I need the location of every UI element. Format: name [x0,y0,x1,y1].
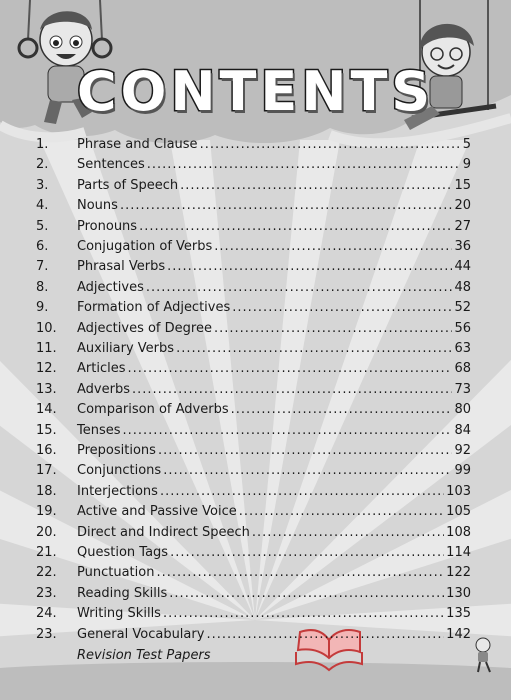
toc-row [0,441,511,461]
toc-page-number: 73 [454,381,471,397]
toc-title: Adjectives [77,279,144,295]
toc-row [0,502,511,522]
toc-entry [77,502,471,522]
toc-title: Sentences [77,157,145,173]
toc-row [0,257,511,277]
toc-entry [77,278,471,298]
toc-page-number: 130 [446,585,471,601]
toc-title: Interjections [77,483,158,499]
dot-leader [160,482,444,502]
dot-leader [170,543,444,563]
dot-leader [132,380,452,400]
toc-page-number: 56 [454,320,471,336]
toc-title: General Vocabulary [77,626,205,642]
toc-title: Direct and Indirect Speech [77,524,250,540]
toc-page-number: 68 [454,361,471,377]
toc-row [0,278,511,298]
toc-page-number: 122 [446,565,471,581]
toc-number: 4. [36,198,49,214]
toc-page-number: 9 [462,157,471,173]
toc-row [0,543,511,563]
toc-entry [77,319,471,339]
toc-page-number: 114 [446,545,471,560]
toc-title: Adverbs [77,381,130,397]
toc-entry [77,400,471,420]
toc-entry [77,523,471,543]
dot-leader [163,604,444,624]
toc-page-number: 48 [454,279,471,295]
toc-number: 23. [36,585,57,601]
toc-title: Prepositions [77,443,156,458]
dot-leader [163,461,452,481]
dot-leader [146,278,453,298]
toc-number: 13. [36,381,57,397]
dot-leader [232,298,452,318]
toc-row [0,604,511,624]
dot-leader [239,502,444,522]
toc-title: Comparison of Adverbs [77,402,229,418]
toc-number: 24. [36,606,57,622]
toc-entry [77,196,471,216]
toc-title: Auxiliary Verbs [77,341,175,356]
dot-leader [176,339,452,359]
toc-row [0,196,511,216]
toc-title: Tenses [77,422,121,438]
toc-entry [77,135,471,155]
dot-leader [180,176,452,196]
toc-row [0,421,511,441]
toc-number: 5. [36,218,49,234]
toc-entry [77,217,471,237]
toc-entry [77,155,471,175]
dot-leader [156,563,444,583]
page-title: CONTENTS [76,60,435,123]
toc-title: Reading Skills [77,585,168,601]
toc-title: Question Tags [77,545,169,560]
toc-number: 21. [36,545,57,560]
toc-row [0,625,511,645]
toc-entry [77,176,471,196]
toc-row [0,135,511,155]
toc-row [0,563,511,583]
toc-title: Conjunctions [77,463,162,479]
toc-page-number: 108 [446,524,471,540]
dot-leader [214,319,452,339]
toc-number: 15. [36,422,57,438]
dot-leader [167,257,452,277]
toc-page-number: 80 [454,402,471,418]
toc-number: 6. [36,239,49,254]
toc-number: 16. [36,443,57,458]
dot-leader [169,584,444,604]
toc-title: Phrasal Verbs [77,259,166,275]
toc-number: 19. [36,504,57,520]
toc-title: Active and Passive Voice [77,504,237,520]
toc-title: Articles [77,361,126,377]
dot-leader [200,135,461,155]
toc-page-number: 63 [454,341,471,356]
toc-entry [77,543,471,563]
toc-entry [77,584,471,604]
toc-row [0,482,511,502]
toc-row [0,298,511,318]
toc-title: Adjectives of Degree [77,320,212,336]
toc-entry [77,380,471,400]
toc-entry [77,482,471,502]
toc-page-number: 5 [462,137,471,152]
toc-page-number: 44 [454,259,471,275]
toc-title: Writing Skills [77,606,161,622]
toc-row [0,523,511,543]
toc-page-number: 27 [454,218,471,234]
toc-number: 22. [36,565,57,581]
toc-number: 9. [36,300,49,316]
toc-number: 7. [36,259,49,275]
toc-title: Parts of Speech [77,177,179,193]
toc-page-number: 99 [454,463,471,479]
toc-page-number: 36 [454,239,471,254]
dot-leader [120,196,453,216]
toc-row [0,237,511,257]
toc-number: 3. [36,177,49,193]
toc-number: 2. [36,157,49,173]
toc-row [0,176,511,196]
toc-page-number: 103 [446,483,471,499]
toc-number: 17. [36,463,57,479]
toc-number: 23. [36,626,57,642]
toc-entry [77,421,471,441]
toc-row [0,155,511,175]
toc-page-number: 92 [454,443,471,458]
toc-row [0,380,511,400]
toc-entry [77,257,471,277]
toc-title: Phrase and Clause [77,137,198,152]
dot-leader [158,441,453,461]
dot-leader [252,523,444,543]
dot-leader [206,625,444,645]
toc-number: 1. [36,137,49,152]
dot-leader [139,217,452,237]
toc-page-number: 15 [454,177,471,193]
dot-leader [127,359,452,379]
toc-page-number: 142 [446,626,471,642]
toc-entry [77,237,471,257]
toc-row [0,339,511,359]
toc-entry [77,563,471,583]
toc-row [0,400,511,420]
revision-test-papers-label: Revision Test Papers [77,648,211,663]
dot-leader [123,421,453,441]
dot-leader [214,237,452,257]
toc-page-number: 52 [454,300,471,316]
toc-page-number: 105 [446,504,471,520]
toc-number: 20. [36,524,57,540]
dot-leader [147,155,461,175]
toc-entry [77,461,471,481]
toc-number: 10. [36,320,57,336]
toc-entry [77,298,471,318]
toc-entry [77,339,471,359]
toc-row [0,359,511,379]
toc-title: Nouns [77,198,118,214]
toc-entry [77,604,471,624]
toc-page-number: 84 [454,422,471,438]
toc-page-number: 20 [454,198,471,214]
toc-row [0,217,511,237]
toc-number: 18. [36,483,57,499]
toc-row [0,461,511,481]
toc-number: 12. [36,361,57,377]
toc-number: 11. [36,341,57,356]
dot-leader [231,400,453,420]
toc-row [0,319,511,339]
toc-title: Conjugation of Verbs [77,239,213,254]
toc-page-number: 135 [446,606,471,622]
toc-number: 8. [36,279,49,295]
toc-entry [77,359,471,379]
toc-entry [77,441,471,461]
toc-number: 14. [36,402,57,418]
toc-title: Formation of Adjectives [77,300,231,316]
toc-row [0,584,511,604]
toc-entry [77,625,471,645]
bottom-ground [0,662,511,700]
toc-title: Punctuation [77,565,155,581]
toc-title: Pronouns [77,218,138,234]
